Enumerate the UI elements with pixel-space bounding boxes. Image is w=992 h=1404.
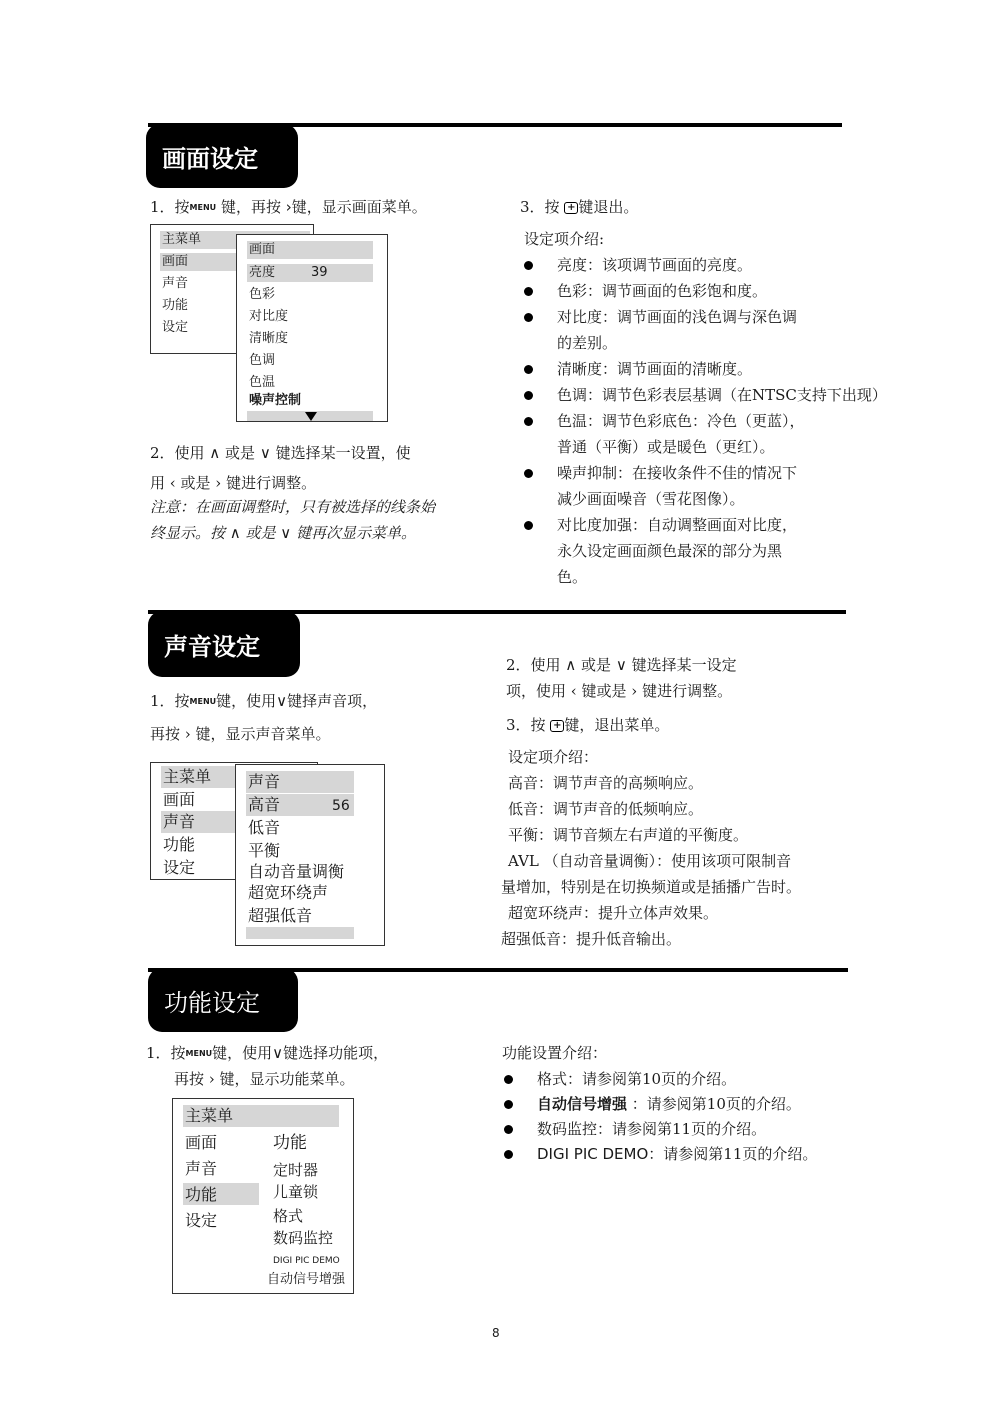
scroll-down-icon[interactable] xyxy=(305,412,317,421)
sound-step1-line2: 再按 › 键，显示声音菜单。 xyxy=(150,725,331,743)
submenu-scroll-bar[interactable] xyxy=(246,927,354,939)
main-menu-item[interactable]: 功能 xyxy=(185,1185,218,1204)
bullet-desc: 永久设定画面颜色最深的部分为黑 xyxy=(557,542,783,560)
function-menu xyxy=(172,1098,354,1294)
picture-sub-menu xyxy=(236,234,388,422)
bullet-dot-icon xyxy=(524,521,533,530)
submenu-item[interactable]: DIGI PIC DEMO xyxy=(273,1256,340,1266)
submenu-item-brightness[interactable]: 亮度 xyxy=(249,265,276,280)
sound-desc-line: 低音：调节声音的低频响应。 xyxy=(508,800,704,818)
bullet-dot-icon xyxy=(504,1075,513,1084)
exit-key-icon: + xyxy=(564,202,578,214)
main-menu-item[interactable]: 功能 xyxy=(163,835,196,854)
bullet-desc: 请参阅第10页的介绍。 xyxy=(582,1070,737,1088)
bullet-dot-icon xyxy=(524,391,533,400)
picture-bullet-item xyxy=(557,278,767,304)
picture-bullet-item xyxy=(557,408,805,434)
main-menu-item[interactable]: 设定 xyxy=(162,320,189,335)
main-menu-item[interactable]: 声音 xyxy=(162,276,189,291)
bullet-dot-icon xyxy=(504,1100,513,1109)
bullet-desc: 在接收条件不佳的情况下 xyxy=(632,464,798,482)
bullet-desc: 请参阅第11页的介绍。 xyxy=(663,1145,818,1163)
bullet-desc: 调节画面的清晰度。 xyxy=(617,360,753,378)
main-menu-item: 主菜单 xyxy=(162,232,202,247)
section-header-function xyxy=(148,968,298,1032)
sound-desc-line: 平衡：调节音频左右声道的平衡度。 xyxy=(508,826,749,844)
exit-key-icon: + xyxy=(550,720,564,732)
main-menu-item[interactable]: 设定 xyxy=(185,1211,218,1230)
picture-step3: 3．按 + 键退出。 xyxy=(520,198,639,216)
menu-key-icon: MENU xyxy=(189,697,217,706)
bullet-dot-icon xyxy=(524,313,533,322)
sound-desc-line: AVL （自动音量调衡）：使用该项可限制音 xyxy=(508,852,792,870)
picture-note-line1: 注意：在画面调整时，只有被选择的线条始 xyxy=(150,498,436,516)
submenu-item[interactable]: 色调 xyxy=(249,353,276,368)
submenu-title: 声音 xyxy=(248,772,281,791)
section-title-sound: 声音设定 xyxy=(164,632,260,661)
bullet-desc: 调节色彩底色：冷色（更蓝）， xyxy=(602,412,805,430)
section-header-picture xyxy=(146,124,298,188)
menu-key-icon: MENU xyxy=(189,203,217,212)
bullet-dot-icon xyxy=(504,1150,513,1159)
sound-step3: 3．按 + 键，退出菜单。 xyxy=(506,716,670,734)
function-bullet-item xyxy=(537,1066,736,1092)
picture-bullet-item xyxy=(557,512,797,538)
bullet-dot-icon xyxy=(524,261,533,270)
picture-bullet-item xyxy=(557,486,745,512)
right-arrow-icon: › xyxy=(285,198,292,216)
submenu-item[interactable]: 儿童锁 xyxy=(273,1183,319,1201)
submenu-item[interactable]: 对比度 xyxy=(249,309,289,324)
submenu-item[interactable]: 定时器 xyxy=(273,1161,319,1179)
function-bullet-item xyxy=(537,1091,801,1117)
bullet-term: 对比度： xyxy=(557,308,618,326)
sound-step2-line1: 2．使用 ∧ 或是 ∨ 键选择某一设定 xyxy=(506,656,737,674)
submenu-item-treble[interactable]: 高音 xyxy=(248,795,281,814)
sound-sub-menu xyxy=(235,764,385,946)
picture-step2-line2: 用 ‹ 或是 › 键进行调整。 xyxy=(150,474,317,492)
page-number: 8 xyxy=(492,1326,500,1340)
picture-step2-line1: 2．使用 ∧ 或是 ∨ 键选择某一设置，使 xyxy=(150,444,411,462)
submenu-item[interactable]: 低音 xyxy=(248,818,281,837)
picture-intro-title: 设定项介绍: xyxy=(524,230,605,248)
function-step1-line2: 再按 › 键，显示功能菜单。 xyxy=(174,1070,355,1088)
submenu-item[interactable]: 超宽环绕声 xyxy=(248,883,329,902)
submenu-item[interactable]: 色温 xyxy=(249,375,276,390)
sound-desc-line: 超强低音：提升低音输出。 xyxy=(501,930,682,948)
section-header-sound xyxy=(148,611,300,677)
treble-value: 56 xyxy=(332,798,350,814)
sound-desc-line: 超宽环绕声：提升立体声效果。 xyxy=(508,904,719,922)
menu-key-icon: MENU xyxy=(185,1049,213,1058)
bullet-dot-icon xyxy=(524,417,533,426)
picture-step1: 1．按MENU 键，再按 ›键，显示画面菜单。 xyxy=(150,198,427,216)
picture-bullet-item xyxy=(557,434,775,460)
bullet-term: 数码监控： xyxy=(537,1120,613,1138)
submenu-item[interactable]: 清晰度 xyxy=(249,331,289,346)
bullet-term: DIGI PIC DEMO： xyxy=(537,1145,664,1163)
picture-bullet-item xyxy=(557,538,782,564)
bullet-desc: 请参阅第11页的介绍。 xyxy=(612,1120,767,1138)
submenu-item[interactable]: 平衡 xyxy=(248,841,281,860)
function-step1-line1: 1．按MENU键，使用∨键选择功能项， xyxy=(146,1044,389,1062)
main-menu-item[interactable]: 声音 xyxy=(163,812,196,831)
bullet-desc: 的差别。 xyxy=(557,334,618,352)
main-menu-item[interactable]: 画面 xyxy=(162,254,189,269)
picture-bullet-item xyxy=(557,382,887,408)
bullet-term: 格式： xyxy=(537,1070,583,1088)
main-menu-item[interactable]: 功能 xyxy=(162,298,189,313)
main-menu-item[interactable]: 声音 xyxy=(185,1159,218,1178)
submenu-title: 功能 xyxy=(273,1133,307,1153)
bullet-term: 色温： xyxy=(557,412,603,430)
bullet-term: 对比度加强： xyxy=(557,516,648,534)
bullet-desc: ：请参阅第10页的介绍。 xyxy=(627,1095,801,1113)
picture-bullet-item xyxy=(557,356,752,382)
bullet-desc: 该项调节画面的亮度。 xyxy=(602,256,753,274)
bullet-dot-icon xyxy=(504,1125,513,1134)
submenu-item[interactable]: 格式 xyxy=(273,1207,304,1225)
bullet-desc: 调节画面的浅色调与深色调 xyxy=(617,308,798,326)
sound-step2-line2: 项，使用 ‹ 键或是 › 键进行调整。 xyxy=(506,682,733,700)
bullet-term: 清晰度： xyxy=(557,360,618,378)
sound-desc-line: 高音：调节声音的高频响应。 xyxy=(508,774,704,792)
function-bullet-item xyxy=(537,1116,766,1142)
bullet-desc: 减少画面噪音（雪花图像）。 xyxy=(557,490,745,508)
bullet-dot-icon xyxy=(524,365,533,374)
main-menu-item: 主菜单 xyxy=(185,1106,234,1125)
bullet-desc: 调节画面的色彩饱和度。 xyxy=(602,282,768,300)
bullet-dot-icon xyxy=(524,469,533,478)
bullet-desc: 调节色彩表层基调（在NTSC支持下出现） xyxy=(602,386,887,404)
picture-bullet-item xyxy=(557,252,752,278)
picture-note-line2: 终显示。按 ∧ 或是 ∨ 键再次显示菜单。 xyxy=(150,524,417,542)
main-menu-item: 主菜单 xyxy=(163,767,212,786)
submenu-item[interactable]: 超强低音 xyxy=(248,906,313,925)
picture-bullet-item xyxy=(557,330,617,356)
picture-bullet-item xyxy=(557,304,797,330)
submenu-title: 画面 xyxy=(249,242,276,257)
sound-intro-title: 设定项介绍： xyxy=(508,748,599,766)
bullet-term: 噪声抑制： xyxy=(557,464,633,482)
function-bullet-item xyxy=(537,1141,817,1167)
submenu-item[interactable]: 噪声控制 xyxy=(249,393,302,408)
main-menu-item[interactable]: 画面 xyxy=(163,790,196,809)
brightness-value: 39 xyxy=(311,265,328,280)
bullet-term: 亮度： xyxy=(557,256,603,274)
section-title-picture: 画面设定 xyxy=(162,144,258,173)
bullet-term: 自动信号增强 xyxy=(537,1095,628,1113)
function-intro-title: 功能设置介绍： xyxy=(502,1044,608,1062)
submenu-item[interactable]: 数码监控 xyxy=(273,1229,334,1247)
bullet-desc: 普通（平衡）或是暖色（更红）。 xyxy=(557,438,775,456)
main-menu-item[interactable]: 设定 xyxy=(163,858,196,877)
section-title-function: 功能设定 xyxy=(164,988,260,1017)
bullet-term: 色调： xyxy=(557,386,603,404)
bullet-desc: 自动调整画面对比度， xyxy=(647,516,798,534)
picture-bullet-item xyxy=(557,460,797,486)
submenu-item[interactable]: 自动音量调衡 xyxy=(248,862,345,881)
bullet-dot-icon xyxy=(524,287,533,296)
submenu-item[interactable]: 色彩 xyxy=(249,287,276,302)
picture-bullet-item xyxy=(557,564,587,590)
sound-step1-line1: 1．按MENU键，使用∨键择声音项， xyxy=(150,692,378,710)
main-menu-item[interactable]: 画面 xyxy=(185,1133,218,1152)
bullet-term: 色彩： xyxy=(557,282,603,300)
bullet-desc: 色。 xyxy=(557,568,588,586)
submenu-item[interactable]: 自动信号增强 xyxy=(267,1272,346,1287)
sound-desc-line: 量增加，特别是在切换频道或是插播广告时。 xyxy=(501,878,802,896)
